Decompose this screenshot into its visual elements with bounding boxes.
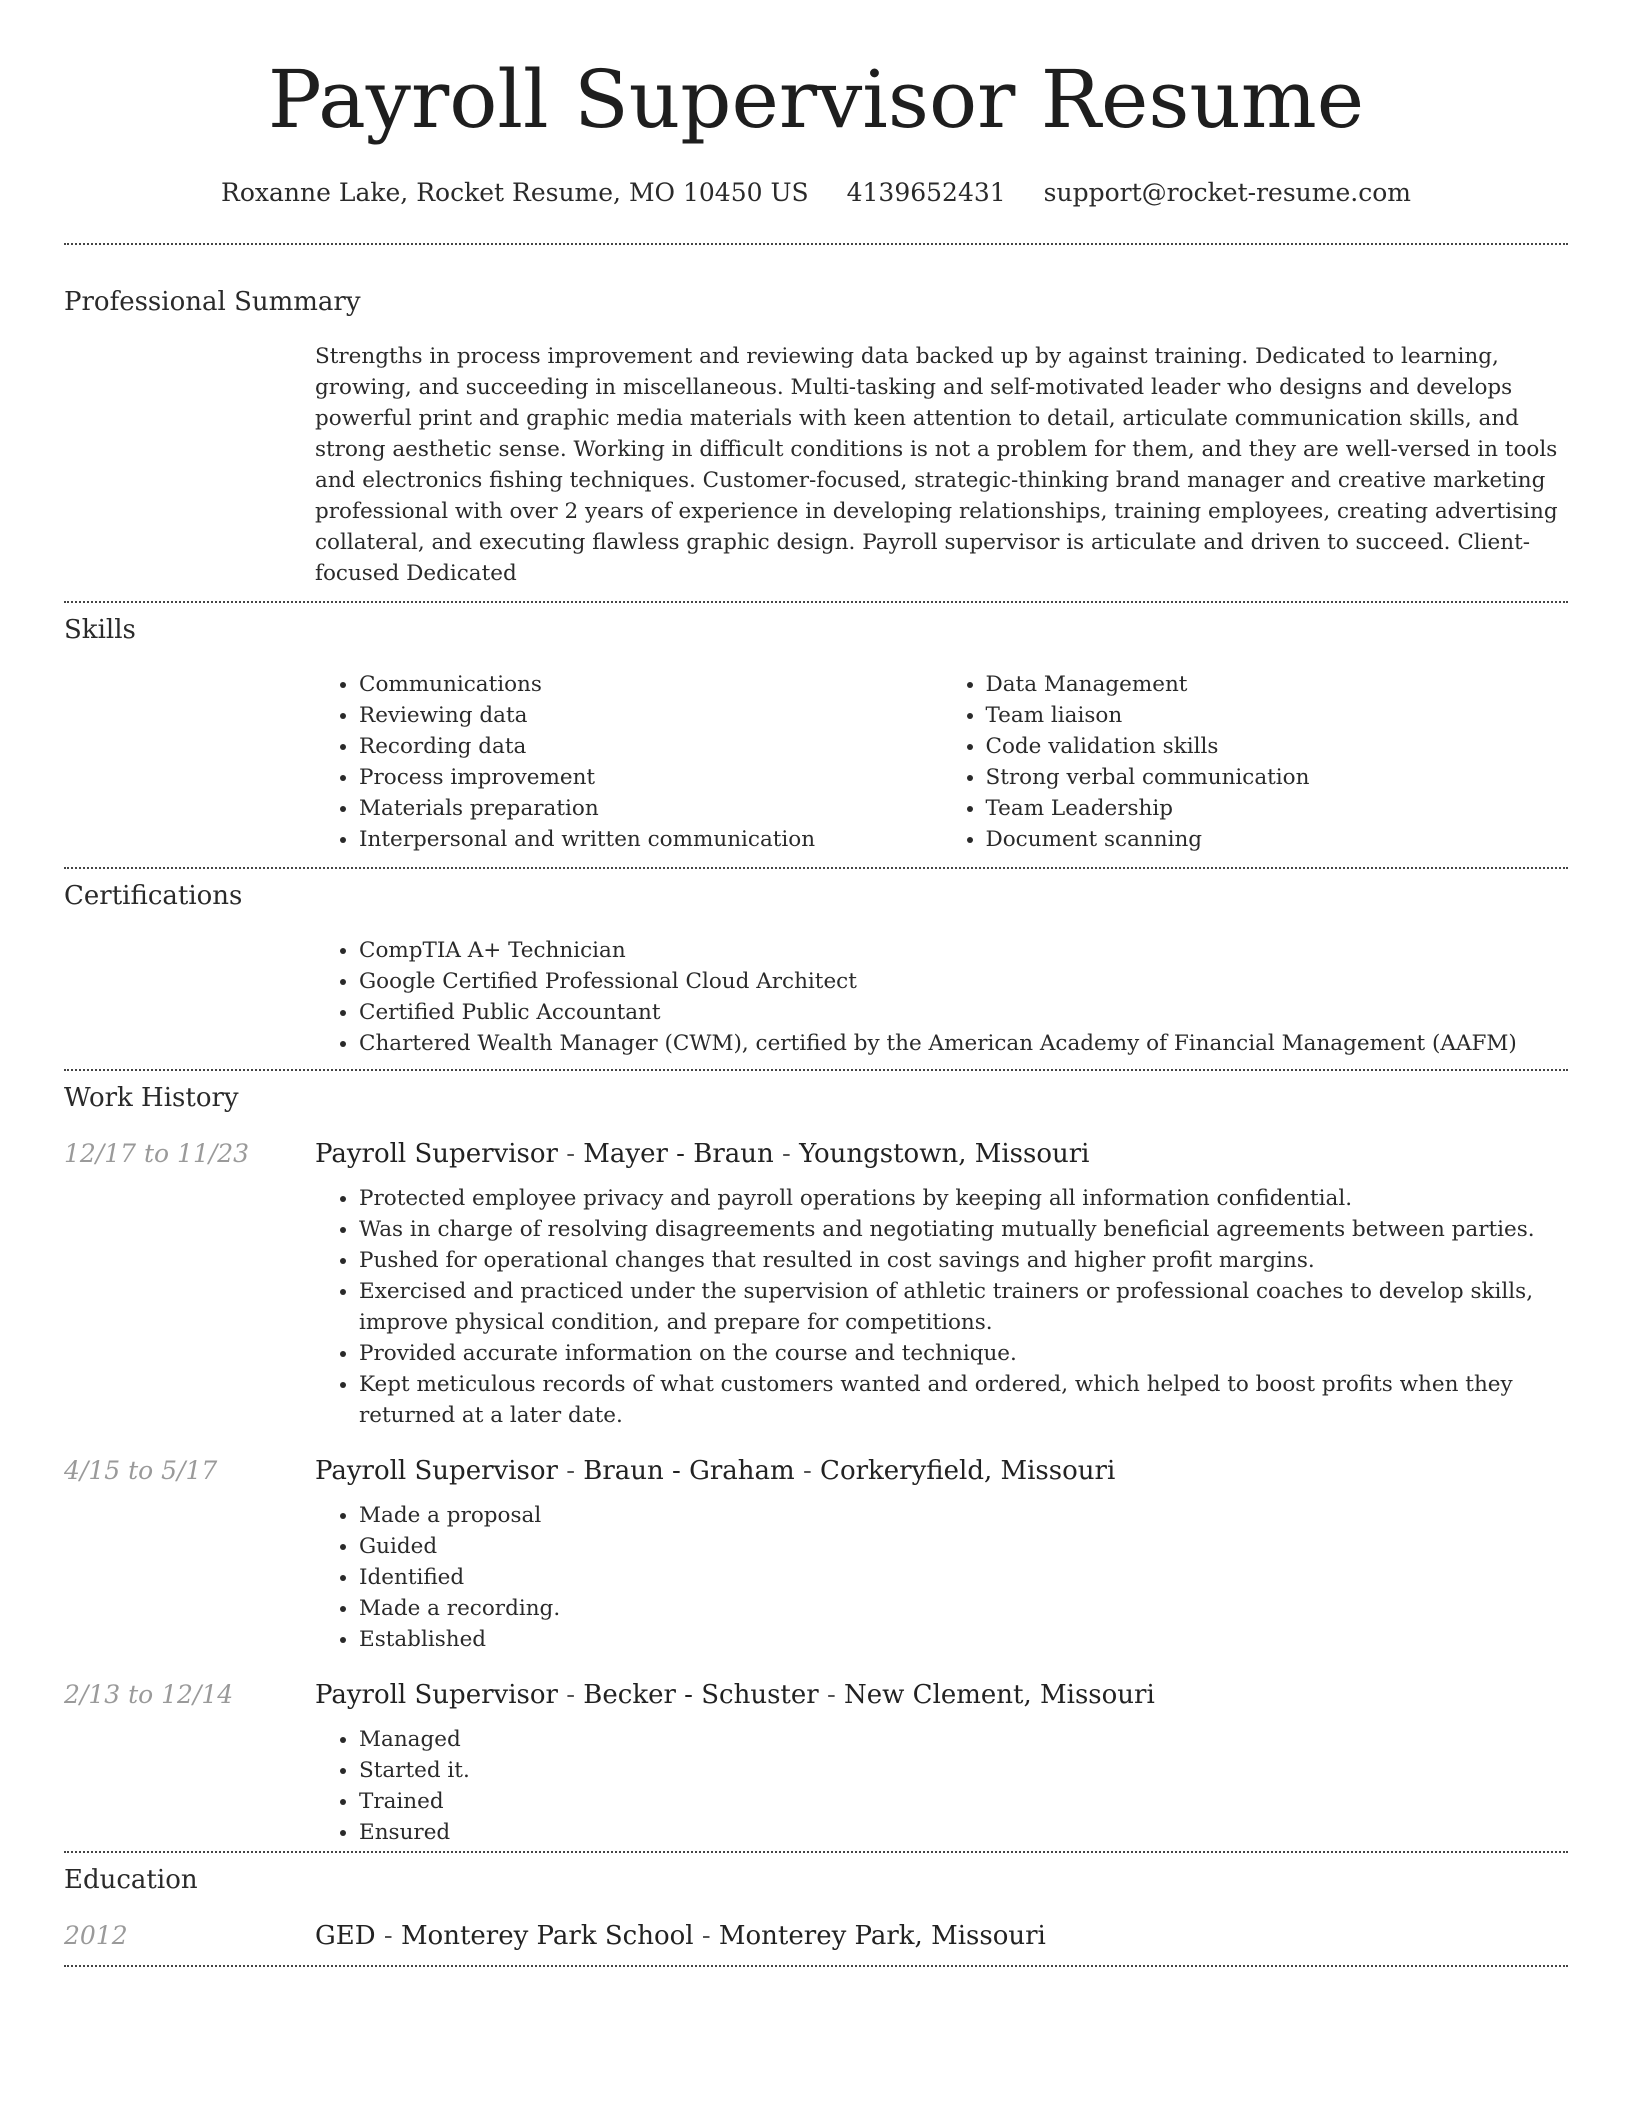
job-main (315, 1454, 1568, 1655)
job-bullet: • Made a proposal (359, 1500, 1568, 1531)
skill-item: • Recording data (359, 731, 942, 762)
job-bullet: • Guided (359, 1531, 1568, 1562)
education-main (315, 1919, 1568, 1953)
education-year: 2012 (64, 1921, 128, 1950)
skills-list-left (315, 669, 942, 855)
separator: - (773, 1139, 800, 1169)
certifications-heading: Certifications (64, 881, 243, 911)
job-title: Payroll Supervisor (315, 1139, 558, 1169)
separator: - (375, 1921, 401, 1951)
separator: - (818, 1680, 845, 1710)
separator: - (557, 1456, 584, 1486)
job-bullet: • Provided accurate information on the course and technique. (359, 1338, 1568, 1369)
certification-item: • Google Certified Professional Cloud Architect (359, 966, 1568, 997)
resume-header (64, 0, 1568, 210)
skill-item: • Document scanning (986, 824, 1569, 855)
jobs-list (64, 1137, 1568, 1848)
job-title: Payroll Supervisor (315, 1456, 558, 1486)
summary-heading: Professional Summary (64, 287, 361, 317)
job-location: Corkeryfield, Missouri (820, 1456, 1116, 1486)
skills-grid (315, 669, 1568, 855)
job-bullets (315, 1500, 1568, 1655)
job-dates: 2/13 to 12/14 (64, 1680, 234, 1709)
section-divider (64, 1965, 1568, 1967)
education-entry (64, 1919, 1568, 1953)
skill-item: • Communications (359, 669, 942, 700)
certification-item: • CompTIA A+ Technician (359, 935, 1568, 966)
job-location: New Clement, Missouri (844, 1680, 1155, 1710)
job-dates: 12/17 to 11/23 (64, 1139, 250, 1168)
education-location: Monterey Park, Missouri (718, 1921, 1046, 1951)
skill-item: • Data Management (986, 669, 1569, 700)
job-bullet: • Managed (359, 1724, 1568, 1755)
education-school: Monterey Park School (400, 1921, 694, 1951)
separator: - (794, 1456, 821, 1486)
job-bullets (315, 1724, 1568, 1848)
education-section (64, 1853, 1568, 1953)
job-main (315, 1137, 1568, 1431)
contact-email: support@rocket-resume.com (1043, 178, 1411, 207)
work-section (64, 1071, 1568, 1848)
certifications-section (64, 869, 1568, 1059)
skills-heading: Skills (64, 615, 136, 645)
certification-item: • Certified Public Accountant (359, 997, 1568, 1028)
skill-item: • Team liaison (986, 700, 1569, 731)
job-dates: 4/15 to 5/17 (64, 1456, 218, 1485)
education-heading: Education (64, 1865, 198, 1895)
skill-item: • Reviewing data (359, 700, 942, 731)
work-heading: Work History (64, 1083, 239, 1113)
education-degree: GED (315, 1921, 376, 1951)
separator: - (557, 1680, 584, 1710)
job-bullet: • Made a recording. (359, 1593, 1568, 1624)
job-bullets (315, 1183, 1568, 1431)
job-entry (64, 1678, 1568, 1848)
job-bullet: • Protected employee privacy and payroll operations by keeping all information confidential. (359, 1183, 1568, 1214)
skills-list-right (942, 669, 1569, 855)
summary-text: Strengths in process improvement and reviewing data backed up by against training. Dedicated to learning, growing, and succeeding in miscellaneous. Multi-tasking and self-motivated leader who designs and develops powerful print and graphic media materials with keen attention to detail, articulate communication skills, and strong aesthetic sense. Working in difficult conditions is not a problem for them, and they are well-versed in tools and electronics fishing techniques. Customer-focused, strategic-thinking brand manager and creative marketing professional with over 2 years of experience in developing relationships, training employees, creating advertising collateral, and executing flawless graphic design. Payroll supervisor is articulate and driven to succeed. Client-focused Dedicated (315, 344, 1558, 586)
skills-section (64, 603, 1568, 855)
job-main (315, 1678, 1568, 1848)
separator: - (557, 1139, 584, 1169)
certifications-body (315, 935, 1568, 1059)
skill-item: • Code validation skills (986, 731, 1569, 762)
resume-title: Payroll Supervisor Resume (267, 53, 1365, 146)
job-company: Becker - Schuster (583, 1680, 819, 1710)
job-bullet: • Ensured (359, 1817, 1568, 1848)
certification-item: • Chartered Wealth Manager (CWM), certified by the American Academy of Financial Management (AAFM) (359, 1028, 1568, 1059)
contact-address: Roxanne Lake, Rocket Resume, MO 10450 US (221, 178, 809, 207)
contact-line (64, 176, 1568, 210)
skill-item: • Strong verbal communication (986, 762, 1569, 793)
summary-section (64, 245, 1568, 589)
skill-item: • Team Leadership (986, 793, 1569, 824)
contact-phone: 4139652431 (846, 178, 1006, 207)
job-bullet: • Was in charge of resolving disagreements and negotiating mutually beneficial agreements between parties. (359, 1214, 1568, 1245)
skill-item: • Materials preparation (359, 793, 942, 824)
job-bullet: • Pushed for operational changes that resulted in cost savings and higher profit margins. (359, 1245, 1568, 1276)
job-bullet: • Started it. (359, 1755, 1568, 1786)
job-entry (64, 1454, 1568, 1655)
job-bullet: • Identified (359, 1562, 1568, 1593)
education-line (315, 1919, 1568, 1953)
job-entry (64, 1137, 1568, 1431)
job-bullet: • Kept meticulous records of what customers wanted and ordered, which helped to boost profits when they returned at a later date. (359, 1369, 1568, 1431)
job-heading (315, 1678, 1568, 1712)
job-heading (315, 1454, 1568, 1488)
separator: - (693, 1921, 719, 1951)
job-bullet: • Exercised and practiced under the supervision of athletic trainers or professional coaches to develop skills, improve physical condition, and prepare for competitions. (359, 1276, 1568, 1338)
job-company: Braun - Graham (583, 1456, 795, 1486)
job-bullet: • Trained (359, 1786, 1568, 1817)
job-location: Youngstown, Missouri (799, 1139, 1090, 1169)
job-heading (315, 1137, 1568, 1171)
skill-item: • Process improvement (359, 762, 942, 793)
job-bullet: • Established (359, 1624, 1568, 1655)
job-title: Payroll Supervisor (315, 1680, 558, 1710)
job-company: Mayer - Braun (583, 1139, 774, 1169)
skill-item: • Interpersonal and written communication (359, 824, 942, 855)
certifications-list (315, 935, 1568, 1059)
